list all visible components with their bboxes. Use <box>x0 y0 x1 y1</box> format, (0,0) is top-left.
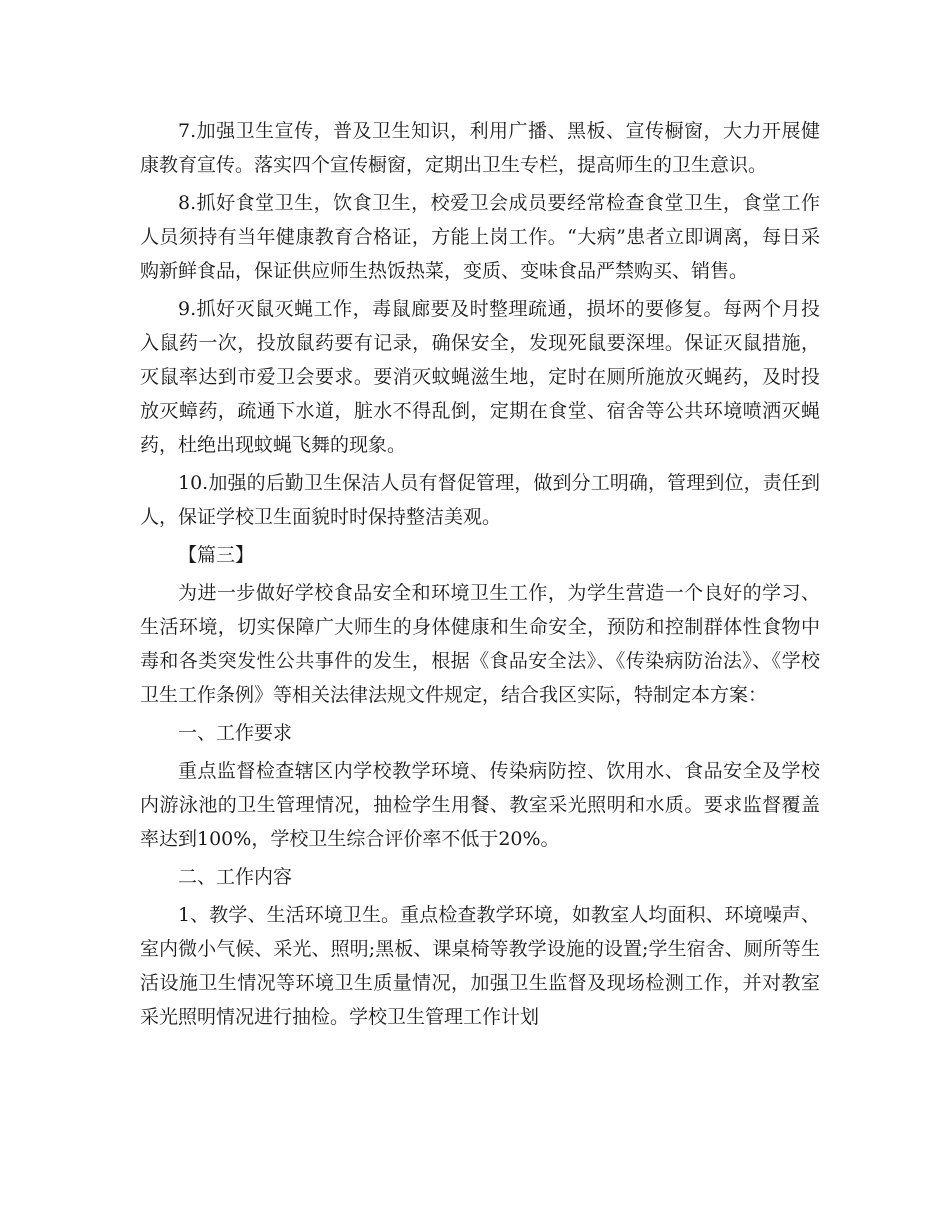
paragraph-item-8: 8.抓好食堂卫生，饮食卫生，校爱卫会成员要经常检查食堂卫生，食堂工作人员须持有当年健康教育合格证，方能上岗工作。“大病”患者立即调离，每日采购新鲜食品，保证供应师生热饭热菜，变质、变味食品严禁购买、销售。 <box>140 192 820 282</box>
document-body <box>140 114 820 1034</box>
heading-work-content: 二、工作内容 <box>178 866 293 888</box>
section-heading-part-three: 【篇三】 <box>178 544 255 566</box>
intro-paragraph: 为进一步做好学校食品安全和环境卫生工作，为学生营造一个良好的学习、生活环境，切实保障广大师生的身体健康和生命安全，预防和控制群体性食物中毒和各类突发性公共事件的发生，根据《食品安全法》、《传染病防治法》、《学校卫生工作条例》等相关法律法规文件规定，结合我区实际，特制定本方案： <box>140 582 820 706</box>
paragraph-item-10: 10.加强的后勤卫生保洁人员有督促管理，做到分工明确，管理到位，责任到人，保证学校卫生面貌时时保持整洁美观。 <box>140 472 820 528</box>
work-content-paragraph: 1、教学、生活环境卫生。重点检查教学环境，如教室人均面积、环境噪声、室内微小气候、采光、照明;黑板、课桌椅等教学设施的设置;学生宿舍、厕所等生活设施卫生情况等环境卫生质量情况，加强卫生监督及现场检测工作，并对教室采光照明情况进行抽检。学校卫生管理工作计划 <box>140 904 820 1028</box>
heading-work-requirements: 一、工作要求 <box>178 722 293 744</box>
paragraph-item-9: 9.抓好灭鼠灭蝇工作，毒鼠廊要及时整理疏通，损坏的要修复。每两个月投入鼠药一次，投放鼠药要有记录，确保安全，发现死鼠要深埋。保证灭鼠措施，灭鼠率达到市爱卫会要求。要消灭蚊蝇滋生地，定时在厕所施放灭蝇药，及时投放灭蟑药，疏通下水道，脏水不得乱倒，定期在食堂、宿舍等公共环境喷洒灭蝇药，杜绝出现蚊蝇飞舞的现象。 <box>140 298 820 456</box>
work-requirements-paragraph: 重点监督检查辖区内学校教学环境、传染病防控、饮用水、食品安全及学校内游泳池的卫生管理情况，抽检学生用餐、教室采光照明和水质。要求监督覆盖率达到100%，学校卫生综合评价率不低于20%。 <box>140 760 820 850</box>
paragraph-item-7: 7.加强卫生宣传，普及卫生知识，利用广播、黑板、宣传橱窗，大力开展健康教育宣传。落实四个宣传橱窗，定期出卫生专栏，提高师生的卫生意识。 <box>140 120 820 176</box>
